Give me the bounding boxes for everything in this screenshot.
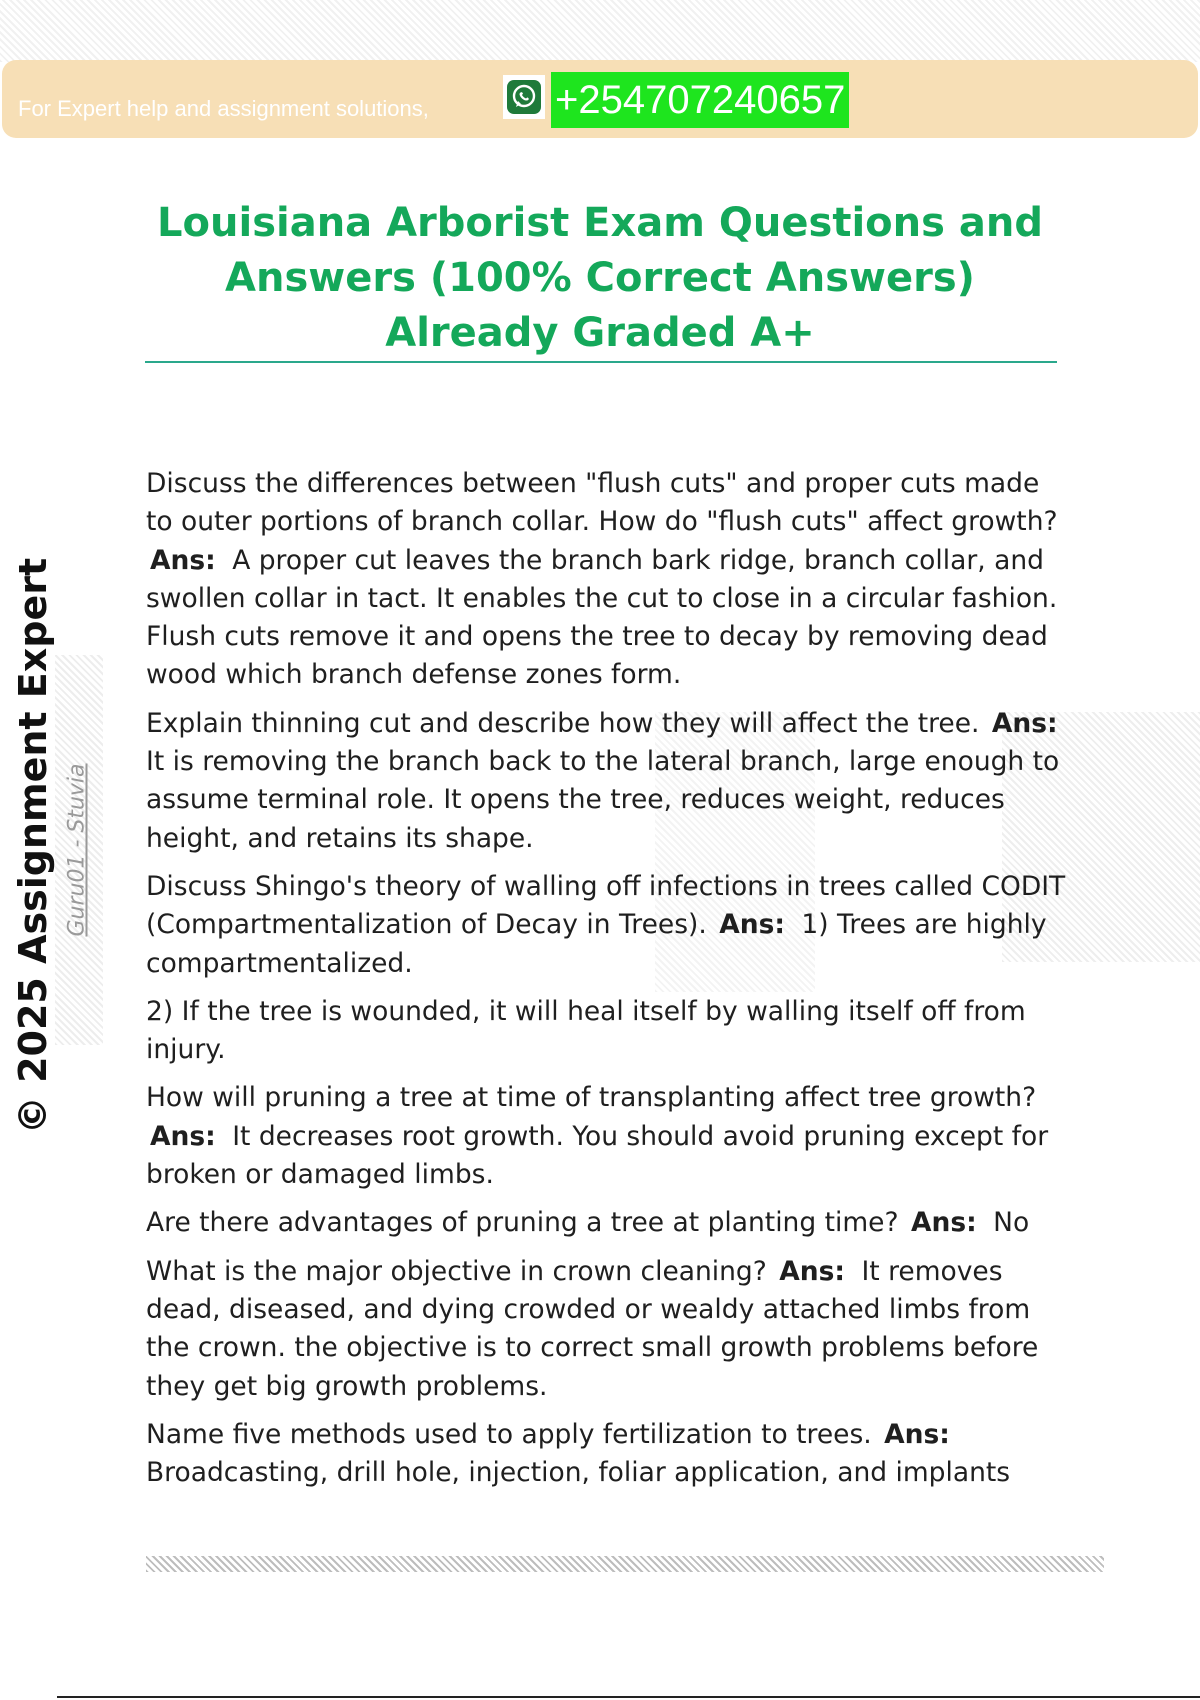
answer-text: A proper cut leaves the branch bark ridge, branch collar, and swollen collar in tact. It enables the cut to close in a circular fashion. Flush cuts remove it and opens the tree to decay by removing dead wood which branch defense zones form.: [146, 544, 1058, 691]
copyright-notice: © 2025 Assignment Expert: [11, 557, 55, 1135]
answer-label: Ans:: [779, 1255, 846, 1287]
qa-item: [146, 1204, 1066, 1242]
answer-text: It is removing the branch back to the lateral branch, large enough to assume terminal role. It opens the tree, reduces weight, reduces height, and retains its shape.: [146, 746, 1060, 854]
author-watermark: Guru01 - Stuvia: [64, 763, 90, 937]
answer-label: Ans:: [150, 544, 216, 576]
qa-item: [146, 1416, 1066, 1493]
phone-number: +254707240657: [551, 72, 849, 128]
qa-item: [146, 1079, 1066, 1194]
answer-text: 2) If the tree is wounded, it will heal itself by walling itself off from injury.: [146, 995, 1026, 1066]
answer-text: Broadcasting, drill hole, injection, foliar application, and implants: [146, 1457, 1011, 1489]
qa-item: [146, 1253, 1066, 1406]
answer-text: It removes dead, diseased, and dying crowded or wealdy attached limbs from the crown. the objective is to correct small growth problems before they get big growth problems.: [146, 1255, 1039, 1402]
question-text: Are there advantages of pruning a tree at planting time?: [146, 1207, 899, 1239]
title-divider: [145, 361, 1057, 363]
section-separator: [146, 1556, 1104, 1572]
qa-item: [146, 868, 1066, 983]
header-texture: [0, 0, 1200, 62]
question-text: Name five methods used to apply fertilization to trees.: [146, 1418, 872, 1450]
answer-label: Ans:: [910, 1207, 977, 1239]
question-text: Explain thinning cut and describe how they will affect the tree.: [146, 707, 980, 739]
answer-label: Ans:: [719, 909, 785, 941]
page-title: Louisiana Arborist Exam Questions and Answers (100% Correct Answers) Already Graded A+: [157, 200, 1043, 356]
question-text: Discuss the differences between "flush cuts" and proper cuts made to outer portions of branch collar. How do "flush cuts" affect growth?: [146, 468, 1058, 538]
answer-text: It decreases root growth. You should avoid pruning except for broken or damaged limbs.: [146, 1120, 1049, 1191]
answer-label: Ans:: [150, 1120, 216, 1152]
answer-text: No: [993, 1207, 1030, 1239]
question-text: How will pruning a tree at time of transplanting affect tree growth?: [146, 1082, 1037, 1114]
qa-item-continuation: [146, 993, 1066, 1070]
qa-list: [146, 465, 1066, 1502]
question-text: Discuss Shingo's theory of walling off infections in trees called CODIT (Compartmentalization of Decay in Trees).: [146, 870, 1066, 941]
qa-item: [146, 705, 1066, 858]
question-text: What is the major objective in crown cleaning?: [146, 1255, 767, 1287]
footer-divider: [57, 1696, 1200, 1698]
answer-label: Ans:: [991, 707, 1058, 739]
answer-label: Ans:: [884, 1418, 950, 1450]
whatsapp-icon: [503, 75, 545, 119]
promo-text: For Expert help and assignment solutions,: [18, 96, 429, 121]
qa-item: [146, 465, 1066, 695]
answer-text: 1) Trees are highly compartmentalized.: [146, 909, 1047, 979]
